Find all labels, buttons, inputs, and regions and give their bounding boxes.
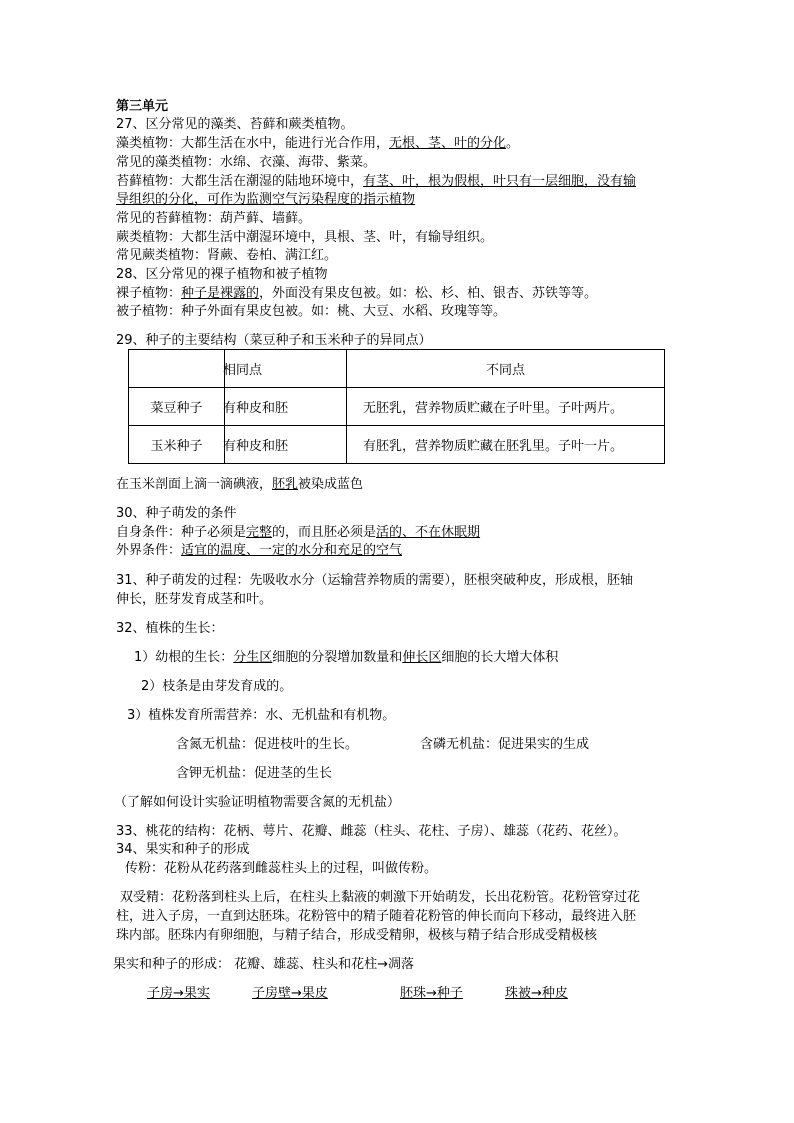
section-30-heading: 30、种子萌发的条件 [116,506,237,521]
algae-line [116,135,519,153]
algae-examples: 常见的藻类植物：水绵、衣藻、海带、紫菜。 [116,155,377,170]
gymnosperm-line [116,285,597,303]
root-growth-line [134,649,558,667]
ext-text: 外界条件： [116,543,182,558]
mapping-integument: 珠被→种皮 [505,986,568,1001]
algae-underlined: 无根、茎、叶的分化 [389,136,507,151]
self-text: 自身条件：种子必须是 [116,525,247,540]
double-fertilization-1: 双受精：花粉落到柱头上后，在柱头上黏液的刺激下开始萌发，长出花粉管。花粉管穿过花 [120,890,641,905]
root-underlined-2: 伸长区 [402,650,442,665]
section-27-heading: 27、区分常见的藻类、苔藓和蕨类植物。 [116,117,354,132]
self-text-2: 的，而且胚必须是 [272,525,377,540]
table-header-diff: 不同点 [347,350,665,388]
self-underlined: 完整 [246,525,273,540]
moss-examples: 常见的苔藓植物：葫芦藓、墙藓。 [116,211,312,226]
self-condition-line [116,524,480,542]
moss-line-2: 导组织的分化，可作为监测空气污染程度的指示植物 [116,192,416,207]
mapping-ovary-wall: 子房壁→果皮 [252,986,328,1001]
self-underlined-2: 活的、不在休眠期 [376,525,481,540]
mapping-ovary: 子房→果实 [147,986,210,1001]
section-32-heading: 32、植株的生长： [116,621,224,636]
iodine-line [116,476,363,494]
phosphorus-line: 含磷无机盐：促进果实的生成 [420,737,590,752]
angiosperm-line: 被子植物：种子外面有果皮包被。如：桃、大豆、水稻、玫瑰等等。 [116,304,507,319]
fruit-formation-line: 果实和种子的形成： 花瓣、雄蕊、柱头和花柱→凋落 [113,957,415,972]
double-fertilization-2: 柱，进入子房，一直到达胚珠。花粉管中的精子随着花粉管的伸长而向下移动，最终进入胚 [116,909,637,924]
moss-underlined: 有茎、叶，根为假根，叶只有一层细胞，没有输 [363,174,637,189]
cell-text: 有胚乳，营养物质贮藏在胚乳里。子叶一片。 [363,439,624,454]
iodine-text-2: 被染成蓝色 [298,477,364,492]
table-cell [129,350,225,388]
root-underlined: 分生区 [233,650,273,665]
cell-text: 无胚乳，营养物质贮藏在子叶里。子叶两片。 [363,401,624,416]
nitrogen-line: 含氮无机盐：促进枝叶的生长。 [176,737,359,752]
table-header-same [225,350,347,388]
iodine-underlined: 胚乳 [272,477,299,492]
table-cell [225,388,347,426]
gym-text: 裸子植物： [116,286,182,301]
gym-underlined: 种子是裸露的 [181,286,260,301]
nutrients-line: 3）植株发育所需营养：水、无机盐和有机物。 [127,708,396,723]
table-cell: 玉米种子 [129,426,225,464]
table-row [129,426,665,464]
external-condition-line [116,542,402,560]
section-29-heading: 29、种子的主要结构（菜豆种子和玉米种子的异同点） [116,333,432,348]
fern-line: 蕨类植物：大都生活中潮湿环境中，具根、茎、叶，有输导组织。 [116,230,494,245]
cell-text: 有种皮和胚 [223,401,289,416]
table-cell [347,426,665,464]
potassium-line: 含钾无机盐：促进茎的生长 [176,766,333,781]
iodine-text: 在玉米剖面上滴一滴碘液， [116,477,273,492]
unit-title: 第三单元 [116,99,169,114]
section-31-line-2: 伸长，胚芽发育成茎和叶。 [116,592,273,607]
moss-line [116,173,636,191]
table-row [129,350,665,388]
moss-text: 苔藓植物：大都生活在潮湿的陆地环境中， [116,174,364,189]
gym-text-2: ，外面没有果皮包被。如：松、杉、柏、银杏、苏铁等等。 [259,286,598,301]
algae-text: 藻类植物：大都生活在水中，能进行光合作用， [116,136,390,151]
mapping-ovule: 胚珠→种子 [400,986,463,1001]
section-34-heading: 34、果实和种子的形成 [116,842,250,857]
double-fertilization-3: 珠内部。胚珠内有卵细胞，与精子结合，形成受精卵，极核与精子结合形成受精极核 [116,928,598,943]
table-cell: 菜豆种子 [129,388,225,426]
table-row [129,388,665,426]
root-text-2: 细胞的分裂增加数量和 [272,650,403,665]
section-28-heading: 28、区分常见的裸子植物和被子植物 [116,267,328,282]
ext-underlined: 适宜的温度、一定的水分和充足的空气 [181,543,403,558]
cell-text: 有种皮和胚 [223,439,289,454]
branch-line: 2）枝条是由芽发育成的。 [141,679,293,694]
root-text-3: 细胞的长大增大体积 [441,650,559,665]
pollination-line: 传粉：花粉从花药落到雌蕊柱头上的过程，叫做传粉。 [125,861,438,876]
fern-examples: 常见蕨类植物：肾蕨、卷柏、满江红。 [116,248,338,263]
table-cell [225,426,347,464]
header-same-text: 相同点 [223,363,263,378]
root-text: 1）幼根的生长： [134,650,234,665]
table-cell [347,388,665,426]
section-31-line-1: 31、种子萌发的过程：先吸收水分（运输营养物质的需要），胚根突破种皮，形成根，胚轴 [116,573,634,588]
algae-end: 。 [506,136,520,151]
seed-comparison-table [128,349,665,464]
section-33-line: 33、桃花的结构：花柄、萼片、花瓣、雌蕊（柱头、花柱、子房）、雄蕊（花药、花丝）。 [116,824,627,839]
experiment-note: （了解如何设计实验证明植物需要含氮的无机盐） [114,795,401,810]
